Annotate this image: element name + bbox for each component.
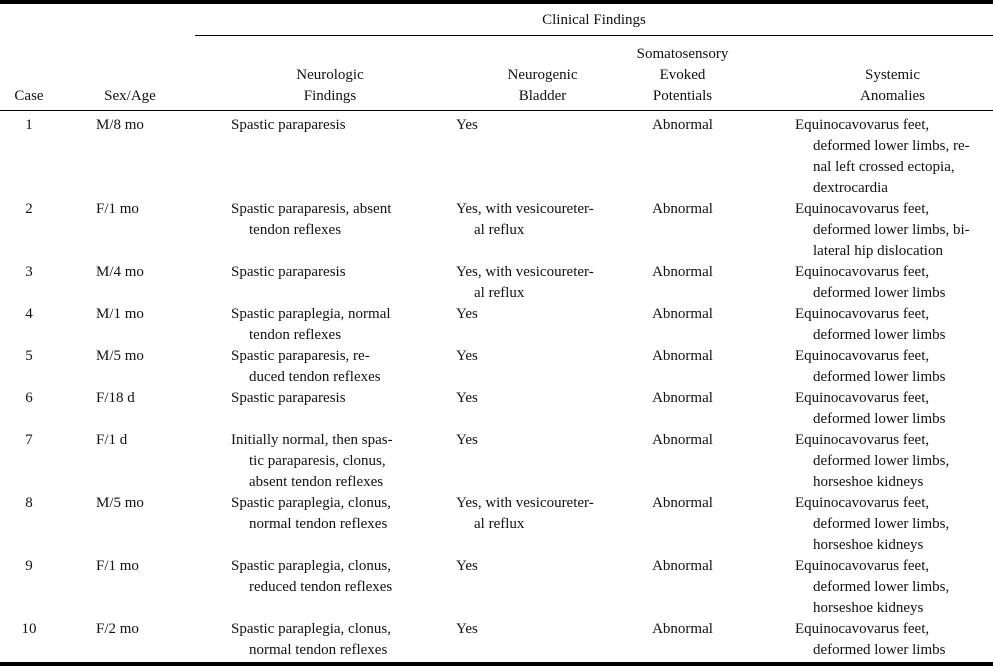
cell-case: 9	[25, 558, 33, 574]
header-case: Case	[14, 88, 44, 104]
cell-systemic	[795, 556, 990, 619]
cell-line: Yes	[456, 558, 478, 574]
cell-systemic	[795, 388, 990, 430]
cell-neuro	[231, 199, 436, 241]
cell-sep: Abnormal	[652, 306, 713, 322]
header-systemic-anomalies: Systemic Anomalies	[860, 67, 925, 104]
cell-line: horseshoe kidneys	[813, 474, 924, 490]
cell-line: deformed lower limbs	[813, 369, 946, 385]
cell-line: Equinocavovarus feet,	[795, 621, 930, 637]
cell-line: absent tendon reflexes	[249, 474, 384, 490]
cell-neuro	[231, 115, 436, 136]
cell-neuro	[231, 346, 436, 388]
cell-systemic	[795, 346, 990, 388]
spanning-header-clinical-findings: Clinical Findings	[542, 12, 646, 28]
cell-line: deformed lower limbs, bi-	[813, 222, 970, 238]
cell-line: Yes	[456, 348, 478, 364]
cell-sex-age: F/1 d	[96, 432, 128, 448]
cell-sep: Abnormal	[652, 495, 713, 511]
cell-line: Spastic paraplegia, clonus,	[231, 621, 391, 637]
header-neurologic-findings: Neurologic Findings	[296, 67, 364, 104]
cell-sep: Abnormal	[652, 264, 713, 280]
cell-line: Spastic paraplegia, clonus,	[231, 558, 391, 574]
header-sex-age: Sex/Age	[104, 88, 156, 104]
cell-case: 3	[25, 264, 33, 280]
cell-line: normal tendon reflexes	[249, 642, 388, 658]
cell-line: Equinocavovarus feet,	[795, 306, 930, 322]
cell-case: 6	[25, 390, 33, 406]
cell-neuro	[231, 262, 436, 283]
cell-neuro	[231, 556, 436, 598]
cell-sep: Abnormal	[652, 201, 713, 217]
cell-line: Equinocavovarus feet,	[795, 432, 930, 448]
cell-systemic	[795, 115, 990, 199]
header-somatosensory-evoked-potentials: Somatosensory Evoked Potentials	[636, 46, 729, 104]
cell-line: tendon reflexes	[249, 327, 342, 343]
cell-neuro	[231, 388, 436, 409]
cell-line: Spastic paraparesis	[231, 117, 346, 133]
table-top-rule	[0, 0, 993, 4]
cell-line: deformed lower limbs,	[813, 579, 950, 595]
cell-line: nal left crossed ectopia,	[813, 159, 955, 175]
cell-line: normal tendon reflexes	[249, 516, 388, 532]
cell-sex-age: M/5 mo	[96, 348, 144, 364]
cell-line: tendon reflexes	[249, 222, 342, 238]
cell-systemic	[795, 199, 990, 262]
cell-line: Equinocavovarus feet,	[795, 495, 930, 511]
spanning-header-rule	[195, 35, 993, 36]
cell-line: Yes	[456, 432, 478, 448]
cell-sex-age: F/18 d	[96, 390, 135, 406]
cell-line: lateral hip dislocation	[813, 243, 943, 259]
cell-line: Yes, with vesicoureter-	[456, 264, 594, 280]
cell-line: deformed lower limbs,	[813, 516, 950, 532]
cell-line: dextrocardia	[813, 180, 888, 196]
cell-line: Equinocavovarus feet,	[795, 201, 930, 217]
cell-sep: Abnormal	[652, 432, 713, 448]
cell-sep: Abnormal	[652, 621, 713, 637]
cell-line: Initially normal, then spas-	[231, 432, 393, 448]
cell-sep: Abnormal	[652, 117, 713, 133]
cell-line: Equinocavovarus feet,	[795, 558, 930, 574]
cell-sex-age: M/4 mo	[96, 264, 144, 280]
cell-systemic	[795, 430, 990, 493]
cell-case: 10	[21, 621, 37, 637]
cell-line: duced tendon reflexes	[249, 369, 381, 385]
cell-line: Equinocavovarus feet,	[795, 264, 930, 280]
cell-case: 4	[25, 306, 33, 322]
cell-line: deformed lower limbs	[813, 642, 946, 658]
cell-line: reduced tendon reflexes	[249, 579, 393, 595]
cell-sex-age: M/8 mo	[96, 117, 144, 133]
cell-line: deformed lower limbs	[813, 411, 946, 427]
cell-case: 8	[25, 495, 33, 511]
cell-line: Spastic paraparesis, absent	[231, 201, 392, 217]
cell-case: 5	[25, 348, 33, 364]
cell-sep: Abnormal	[652, 390, 713, 406]
table-bottom-rule	[0, 662, 993, 666]
cell-case: 1	[25, 117, 33, 133]
cell-sep: Abnormal	[652, 348, 713, 364]
cell-neuro	[231, 430, 436, 493]
cell-line: tic paraparesis, clonus,	[249, 453, 386, 469]
cell-line: Yes	[456, 117, 478, 133]
cell-line: Spastic paraplegia, clonus,	[231, 495, 391, 511]
cell-line: al reflux	[474, 285, 525, 301]
cell-neuro	[231, 619, 436, 661]
cell-line: horseshoe kidneys	[813, 600, 924, 616]
cell-line: Equinocavovarus feet,	[795, 348, 930, 364]
cell-line: Spastic paraparesis, re-	[231, 348, 370, 364]
cell-sex-age: F/1 mo	[96, 201, 139, 217]
cell-systemic	[795, 493, 990, 556]
cell-line: Spastic paraplegia, normal	[231, 306, 391, 322]
cell-line: Yes, with vesicoureter-	[456, 495, 594, 511]
cell-line: deformed lower limbs, re-	[813, 138, 970, 154]
cell-sex-age: F/1 mo	[96, 558, 139, 574]
cell-neuro	[231, 493, 436, 535]
cell-neuro	[231, 304, 436, 346]
cell-line: al reflux	[474, 222, 525, 238]
cell-sex-age: M/5 mo	[96, 495, 144, 511]
cell-sep: Abnormal	[652, 558, 713, 574]
cell-case: 7	[25, 432, 33, 448]
cell-sex-age: M/1 mo	[96, 306, 144, 322]
cell-case: 2	[25, 201, 33, 217]
cell-sex-age: F/2 mo	[96, 621, 139, 637]
cell-line: al reflux	[474, 516, 525, 532]
cell-line: Spastic paraparesis	[231, 264, 346, 280]
cell-line: Spastic paraparesis	[231, 390, 346, 406]
cell-line: horseshoe kidneys	[813, 537, 924, 553]
header-bottom-rule	[0, 110, 993, 111]
cell-line: deformed lower limbs	[813, 285, 946, 301]
cell-line: Equinocavovarus feet,	[795, 390, 930, 406]
cell-systemic	[795, 304, 990, 346]
cell-line: Yes	[456, 306, 478, 322]
header-neurogenic-bladder: Neurogenic Bladder	[507, 67, 578, 104]
cell-line: Yes, with vesicoureter-	[456, 201, 594, 217]
cell-line: deformed lower limbs	[813, 327, 946, 343]
cell-systemic	[795, 262, 990, 304]
cell-line: Equinocavovarus feet,	[795, 117, 930, 133]
cell-line: Yes	[456, 621, 478, 637]
cell-line: deformed lower limbs,	[813, 453, 950, 469]
cell-line: Yes	[456, 390, 478, 406]
cell-systemic	[795, 619, 990, 661]
